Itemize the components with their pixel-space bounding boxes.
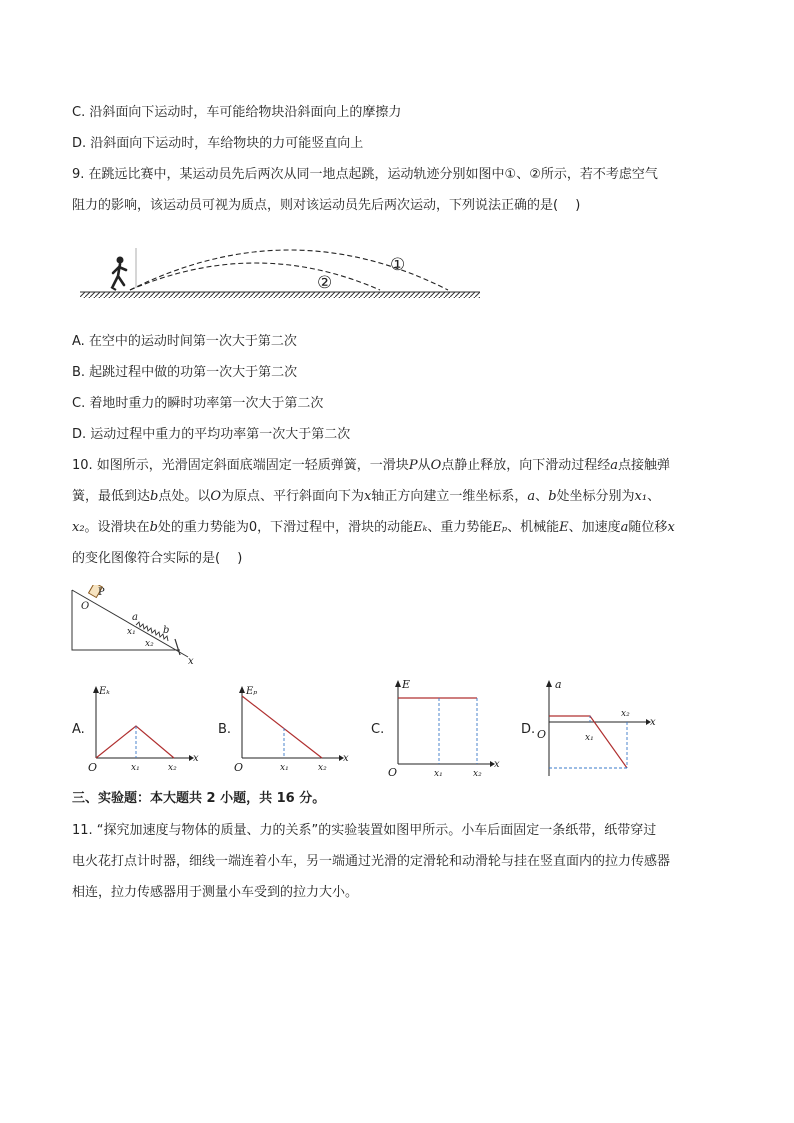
var-P: P — [408, 458, 418, 473]
graph-c-ylabel: E — [402, 678, 411, 691]
graph-a-x2: x₂ — [168, 763, 177, 773]
athlete-icon — [111, 257, 126, 291]
var-x: x — [364, 489, 372, 504]
incline-label-a: a — [132, 612, 138, 623]
text-run: 、加速度 — [568, 520, 621, 535]
text-run: 处坐标分别为 — [556, 489, 635, 504]
incline-label-b: b — [163, 625, 170, 636]
var-Ep: Eₚ — [492, 520, 508, 535]
q9-option-a: A. 在空中的运动时间第一次大于第二次 — [72, 334, 297, 349]
graph-d-origin: O — [537, 728, 547, 741]
var-a: a — [527, 489, 536, 504]
ek-curve — [96, 726, 174, 758]
graph-a-ylabel: Eₖ — [99, 686, 110, 697]
incline-label-x2: x₂ — [145, 639, 154, 649]
graph-c — [385, 676, 507, 780]
incline-figure — [70, 585, 200, 670]
q10-stem-line3 — [72, 519, 675, 537]
graph-a-origin: O — [88, 761, 98, 774]
graph-c-x: x — [494, 759, 500, 770]
text-run: 、重力势能 — [427, 520, 493, 535]
text-run: 。设滑块在 — [84, 520, 150, 535]
text-run: 、 — [535, 489, 549, 504]
var-b: b — [548, 489, 557, 504]
graph-b-x: x — [343, 753, 349, 764]
q9-option-b: B. 起跳过程中做的功第一次大于第二次 — [72, 365, 298, 380]
var-E: E — [559, 520, 569, 535]
var-x1: x₁ — [634, 489, 648, 504]
graph-a-x: x — [193, 753, 199, 764]
graph-c-x2: x₂ — [473, 769, 482, 779]
graph-d-x2: x₂ — [621, 709, 630, 719]
graph-d-letter: D. — [521, 722, 536, 737]
incline-label-O: O — [81, 601, 90, 612]
graph-d-x: x — [650, 717, 656, 728]
text-run: 、机械能 — [507, 520, 560, 535]
trajectory-2 — [130, 263, 380, 290]
text-run: 随位移 — [628, 520, 668, 535]
var-O: O — [210, 489, 222, 504]
incline-label-x1: x₁ — [127, 627, 136, 637]
text-run: 从 — [417, 458, 431, 473]
trajectory-2-label: ② — [317, 273, 333, 293]
var-x: x — [667, 520, 675, 535]
incline-slope — [72, 590, 188, 657]
q9-option-d: D. 运动过程中重力的平均功率第一次大于第二次 — [72, 427, 351, 442]
incline-label-x: x — [188, 656, 194, 667]
long-jump-figure — [80, 242, 485, 302]
graph-d-x1: x₁ — [585, 733, 594, 743]
q9-stem-line2: 阻力的影响，该运动员可视为质点，则对该运动员先后两次运动，下列说法正确的是( ) — [72, 198, 581, 213]
var-O: O — [430, 458, 442, 473]
q10-stem-line4: 的变化图像符合实际的是( ) — [72, 551, 243, 566]
graph-c-x1: x₁ — [434, 769, 443, 779]
graph-a-letter: A. — [72, 722, 85, 737]
q11-stem-line2: 电火花打点计时器，细线一端连着小车，另一端通过光滑的定滑轮和动滑轮与挂在竖直面内的拉力传感器 — [72, 854, 671, 869]
q10-stem-line2 — [72, 488, 660, 506]
text-run: 轴正方向建立一维坐标系， — [371, 489, 528, 504]
graph-b-x1: x₁ — [280, 763, 289, 773]
var-a: a — [610, 458, 619, 473]
graph-d-ylabel: a — [555, 678, 562, 691]
trajectory-1-label: ① — [390, 255, 406, 275]
q10-stem-line1 — [72, 457, 670, 475]
q9-stem-line1: 9. 在跳远比赛中，某运动员先后两次从同一地点起跳，运动轨迹分别如图中①、②所示，若不考虑空气 — [72, 167, 658, 182]
text-run: 簧，最低到达 — [72, 489, 151, 504]
graph-b — [232, 682, 354, 774]
graph-b-letter: B. — [218, 722, 232, 737]
text-run: 点处。以 — [158, 489, 211, 504]
q8-option-c: C. 沿斜面向下运动时，车可能给物块沿斜面向上的摩擦力 — [72, 105, 402, 120]
graph-b-x2: x₂ — [318, 763, 327, 773]
spring-base — [175, 639, 180, 655]
graph-a-x1: x₁ — [131, 763, 140, 773]
text-run: 点接触弹 — [618, 458, 671, 473]
graph-d — [535, 676, 663, 780]
var-b: b — [149, 520, 158, 535]
ep-curve — [242, 696, 322, 758]
var-b: b — [150, 489, 159, 504]
graph-a — [86, 682, 206, 774]
var-x2: x₂ — [72, 520, 85, 535]
q11-stem-line1: 11. “探究加速度与物体的质量、力的关系”的实验装置如图甲所示。小车后面固定一条纸带，纸带穿过 — [72, 823, 657, 838]
graph-c-letter: C. — [371, 722, 385, 737]
var-Ek: Eₖ — [413, 520, 428, 535]
incline-label-P: P — [98, 587, 105, 598]
graph-b-ylabel: Eₚ — [246, 686, 258, 697]
text-run: 为原点、平行斜面向下为 — [221, 489, 365, 504]
graph-c-origin: O — [388, 766, 398, 779]
text-run: 、 — [647, 489, 661, 504]
q11-stem-line3: 相连，拉力传感器用于测量小车受到的拉力大小。 — [72, 885, 359, 900]
graph-b-origin: O — [234, 761, 244, 774]
q8-option-d: D. 沿斜面向下运动时，车给物块的力可能竖直向上 — [72, 136, 364, 151]
text-run: 10. 如图所示，光滑固定斜面底端固定一轻质弹簧，一滑块 — [72, 458, 409, 473]
q9-option-c: C. 着地时重力的瞬时功率第一次大于第二次 — [72, 396, 324, 411]
text-run: 点静止释放，向下滑动过程经 — [441, 458, 611, 473]
ground-hatch — [80, 292, 480, 298]
section-3-heading: 三、实验题：本大题共 2 小题，共 16 分。 — [72, 791, 326, 806]
var-a: a — [620, 520, 629, 535]
text-run: 处的重力势能为0，下滑过程中，滑块的动能 — [157, 520, 414, 535]
